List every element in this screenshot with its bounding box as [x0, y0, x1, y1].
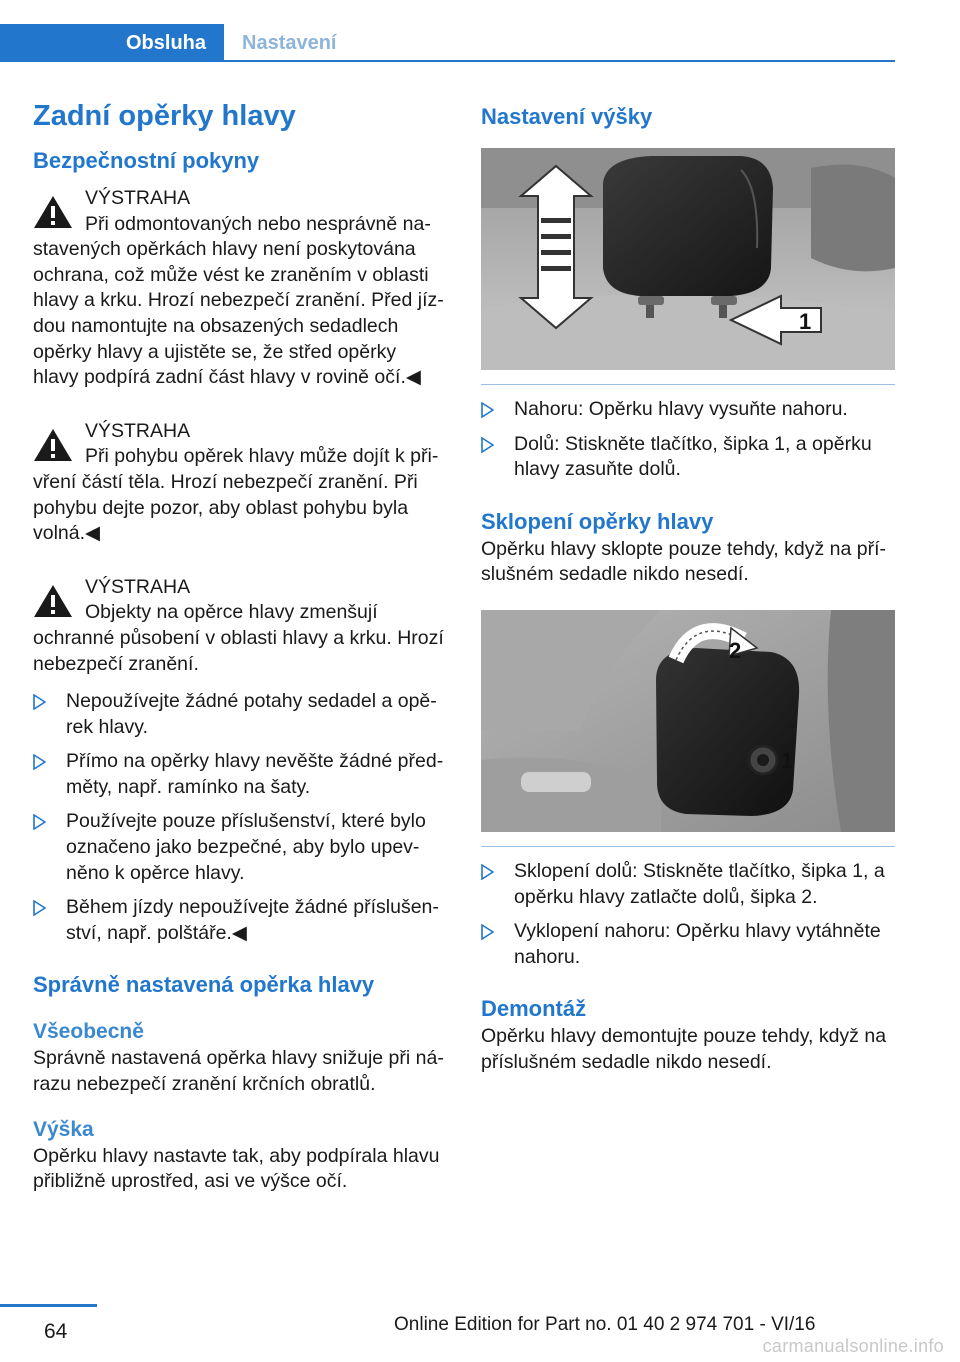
remove-heading: Demontáž: [481, 996, 587, 1022]
safety-bullets: [33, 689, 447, 946]
list-item: [33, 749, 447, 800]
warning-text: Při pohybu opěrek hlavy může dojít k přivření částí těla. Hrozí nebezpečí zranění. Při pohybu dejte pozor, aby oblast pohybu byla volná.◀: [33, 445, 439, 545]
list-item-text: Nepoužívejte žádné potahy sedadel a opěrek hlavy.: [66, 690, 437, 738]
list-item: [481, 432, 895, 483]
warning-block: [33, 575, 447, 677]
warning-label: VÝSTRAHA: [85, 575, 191, 598]
safety-heading: Bezpečnostní pokyny: [33, 148, 260, 173]
warning-text: Objekty na opěrce hlavy zmenšují ochranné působení v oblasti hlavy a krku. Hrozí nebezpečí zranění.: [33, 601, 444, 675]
warning-label: VÝSTRAHA: [85, 419, 191, 442]
footer-rule: [0, 1304, 97, 1307]
page-title: Zadní opěrky hlavy: [33, 100, 296, 132]
photo-label-2: 2: [729, 637, 742, 663]
left-column: [33, 96, 447, 1195]
warning-icon: [33, 194, 73, 230]
height-text: Opěrku hlavy nastavte tak, aby podpírala hlavu přibližně uprostřed, asi ve výšce očí.: [33, 1144, 440, 1193]
triangle-bullet-icon: [481, 864, 494, 880]
height-heading: Výška: [33, 1117, 94, 1141]
list-item: [481, 919, 895, 970]
list-item-text: Sklopení dolů: Stiskněte tlačítko, šipka 1, a opěrku hlavy zatlačte dolů, šipka 2.: [514, 859, 885, 908]
right-column: [481, 96, 895, 1076]
list-item: [33, 895, 447, 946]
list-item-text: Používejte pouze příslušenství, které bylo označeno jako bezpečné, aby bylo upevněno k opěrce hlavy.: [66, 810, 426, 884]
edition-text: Online Edition for Part no. 01 40 2 974 701 - VI/16: [394, 1314, 816, 1335]
adjust-heading: Nastavení výšky: [481, 104, 653, 129]
warning-label: VÝSTRAHA: [85, 187, 191, 209]
list-item-text: Nahoru: Opěrku hlavy vysuňte nahoru.: [514, 398, 848, 420]
headrest-height-photo: [481, 148, 895, 370]
warning-icon: [33, 583, 73, 619]
headrest-fold-photo: [481, 610, 895, 832]
list-item: [33, 689, 447, 740]
fold-bullets: [481, 859, 895, 970]
warning-block: [33, 186, 447, 391]
list-item-text: Dolů: Stiskněte tlačítko, šipka 1, a opěrku hlavy zasuňte dolů.: [514, 432, 872, 481]
page-number: 64: [44, 1320, 68, 1343]
header-tabs: [0, 24, 895, 64]
tab-nastaveni[interactable]: Nastavení: [242, 31, 337, 54]
general-text: Správně nastavená opěrka hlavy snižuje při nárazu nebezpečí zranění krčních obratlů.: [33, 1047, 444, 1096]
warning-icon: [33, 427, 73, 463]
tab-obsluha[interactable]: Obsluha: [0, 24, 224, 62]
warning-block: [33, 419, 447, 547]
photo-label-1: 1: [799, 309, 812, 334]
header-rule: [0, 60, 895, 62]
triangle-bullet-icon: [33, 900, 46, 916]
correct-heading: Správně nastavená opěrka hlavy: [33, 972, 375, 998]
divider: [481, 846, 895, 847]
fold-heading: Sklopení opěrky hlavy: [481, 508, 714, 534]
list-item-text: Vyklopení nahoru: Opěrku hlavy vytáhněte nahoru.: [514, 920, 881, 968]
list-item: [481, 859, 895, 910]
triangle-bullet-icon: [481, 402, 494, 418]
list-item: [33, 809, 447, 886]
list-item-text: Přímo na opěrky hlavy nevěšte žádné předměty, např. ramínko na šaty.: [66, 750, 444, 798]
list-item-text: Během jízdy nepoužívejte žádné příslušenství, např. polštáře.◀: [66, 896, 439, 944]
remove-text: Opěrku hlavy demontujte pouze tehdy, když na příslušném sedadle nikdo nesedí.: [481, 1025, 887, 1073]
triangle-bullet-icon: [481, 437, 494, 453]
divider: [481, 384, 895, 385]
adjust-bullets: [481, 397, 895, 483]
photo-label-1: 1: [781, 747, 794, 773]
triangle-bullet-icon: [33, 814, 46, 830]
list-item: [481, 397, 895, 423]
watermark: carmanualsonline.info: [762, 1336, 944, 1356]
triangle-bullet-icon: [481, 924, 494, 940]
triangle-bullet-icon: [33, 754, 46, 770]
general-heading: Všeobecně: [33, 1020, 144, 1044]
fold-text: Opěrku hlavy sklopte pouze tehdy, když na příslušném sedadle nikdo nesedí.: [481, 537, 887, 586]
warning-text: Při odmontovaných nebo nesprávně nastavených opěrkách hlavy není poskytována ochrana, což může vést ke zraněním v oblasti hlavy a krku. Hrozí nebezpečí zranění. Před jízdou namontujte na obsazených sedadlech opěrky hlavy a ujistěte se, že střed opěrky hlavy podpírá zadní část hlavy v rovině očí.◀: [33, 212, 444, 389]
triangle-bullet-icon: [33, 694, 46, 710]
